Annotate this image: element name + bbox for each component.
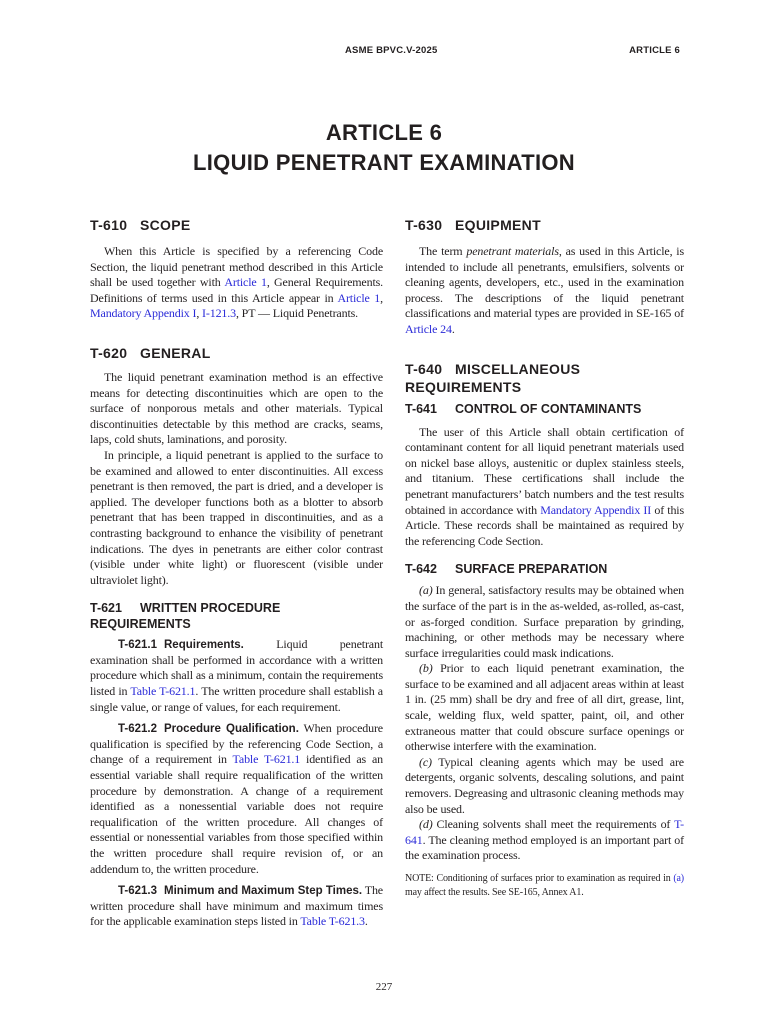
link-t-641[interactable]: T-641 [405, 817, 684, 847]
link-article-1[interactable]: Article 1 [337, 290, 381, 305]
link-table-t-621-1[interactable]: Table T-621.1 [130, 684, 196, 699]
section-heading-t640: T-640 MISCELLANEOUS REQUIREMENTS [405, 360, 581, 395]
surface-prep-item-a: (a) In general, satisfactory results may be obtained when the surface of the part is in the as-welded, as-rolled, as-cast, or as-forged condition. Surface preparation by grinding, machining, or other methods may be necessary where surface irregularities could mask indications. [405, 583, 684, 660]
equipment-paragraph: The term penetrant materials, as used in this Article, is intended to include all penetrants, emulsifiers, solvents or cleaning agents, developers, etc., used in the examination process. The descriptions of the liquid penetrant classifications and material types are provided in SE-165 of Article 24. [405, 244, 685, 336]
requirements-paragraph: T-621.1 Requirements. Liquid penetrant examination shall be performed in accordance with a written procedure which shall as a minimum, contain the requirements listed in Table T-621.1. The written procedure shall establish a single value, or range of values, for each requirement. [90, 637, 383, 714]
general-paragraph-1: The liquid penetrant examination method is an effective means for detecting discontinuities which are open to the surface of nonporous metals and other materials. Typical discontinuities detectable by this method are cracks, seams, laps, cold shuts, laminations, and porosity. [90, 369, 383, 447]
running-header-right: ARTICLE 6 [629, 45, 680, 56]
surface-prep-item-b: (b) Prior to each liquid penetrant examination, the surface to be examined and all adjacent areas within at least 1 in. (25 mm) shall be dry and free of all dirt, grease, lint, scale, welding flux, weld spatter, paint, oil, and other extraneous matter that could obscure surface openings or otherwise interfere with the examination. [405, 661, 684, 754]
link-article-24[interactable]: Article 24 [405, 321, 452, 336]
right-column [405, 216, 684, 900]
section-heading-t620: T-620 GENERAL [90, 344, 211, 361]
scope-paragraph: When this Article is specified by a referencing Code Section, the liquid penetrant method described in this Article shall be used together with Article 1, General Requirements. Definitions of terms used in this Article appear in Article 1, Mandatory Appendix I, I-121.3, PT — Liquid Penetrants. [90, 244, 384, 321]
article-number: ARTICLE 6 [325, 120, 443, 145]
link-article-1[interactable]: Article 1 [224, 275, 267, 290]
section-heading-t642: T-642 SURFACE PREPARATION [405, 562, 608, 577]
section-heading-t610: T-610 SCOPE [90, 217, 191, 233]
contaminants-paragraph: The user of this Article shall obtain certification of contaminant content for all liquid penetrant materials used on nickel base alloys, austenitic or duplex stainless steels, and titanium. These certifications shall include the penetrant manufacturers’ batch numbers and the test results obtained in accordance with Mandatory Appendix II of this Article. These records shall be maintained as required by the referencing Code Section. [405, 424, 684, 548]
link-mandatory-appendix-ii[interactable]: Mandatory Appendix II [540, 502, 652, 517]
running-header-left: ASME BPVC.V-2025 [345, 45, 438, 56]
surface-prep-item-c: (c) Typical cleaning agents which may be used are detergents, organic solvents, descaling solutions, and paint removers. Degreasing and ultrasonic cleaning methods may also be used. [405, 754, 684, 816]
section-heading-t630: T-630 EQUIPMENT [405, 217, 541, 233]
surface-prep-item-d: (d) Cleaning solvents shall meet the requirements of T-641. The cleaning method employed is an important part of the examination process. [405, 817, 684, 863]
section-heading-t641: T-641 CONTROL OF CONTAMINANTS [405, 401, 642, 416]
step-times-paragraph: T-621.3 Minimum and Maximum Step Times. The written procedure shall have minimum and maximum times for the applicable examination steps listed in Table T-621.3. [90, 883, 383, 929]
link-table-t-621-3[interactable]: Table T-621.3 [300, 914, 365, 929]
general-paragraph-2: In principle, a liquid penetrant is applied to the surface to be examined and allowed to enter discontinuities. All excess penetrant is then removed, the part is dried, and a developer is applied. The developer functions both as a blotter to absorb penetrant that has been trapped in discontinuities, and as a contrasting background to enhance the visibility of penetrant indications. The dyes in penetrants are either color contrast (visible under white light) or fluorescent (visible under ultraviolet light). [90, 447, 383, 587]
procedure-qualification-paragraph: T-621.2 Procedure Qualification. When procedure qualification is specified by the referencing Code Section, a change of a requirement in Table T-621.1 identified as an essential variable shall require requalification of the written procedure by demonstration. A change of a requirement identified as a nonessential variable does not require requalification of the written procedure. All changes of essential or nonessential variables from those specified within the written procedure shall require revision of, or an addendum to, the written procedure. [90, 721, 383, 876]
link-table-t-621-1[interactable]: Table T-621.1 [232, 752, 301, 767]
link-i-121-3[interactable]: I-121.3 [202, 306, 236, 321]
page-number: 227 [375, 981, 393, 993]
link-mandatory-appendix-i[interactable]: Mandatory Appendix I [90, 306, 197, 321]
link-item-a[interactable]: (a) [673, 873, 684, 884]
left-column [90, 216, 383, 930]
surface-prep-note: NOTE: Conditioning of surfaces prior to examination as required in (a) may affect the results. See SE-165, Annex A1. [405, 873, 684, 898]
article-title: LIQUID PENETRANT EXAMINATION [193, 150, 575, 175]
section-heading-t621: T-621 WRITTEN PROCEDURE REQUIREMENTS [90, 601, 281, 632]
